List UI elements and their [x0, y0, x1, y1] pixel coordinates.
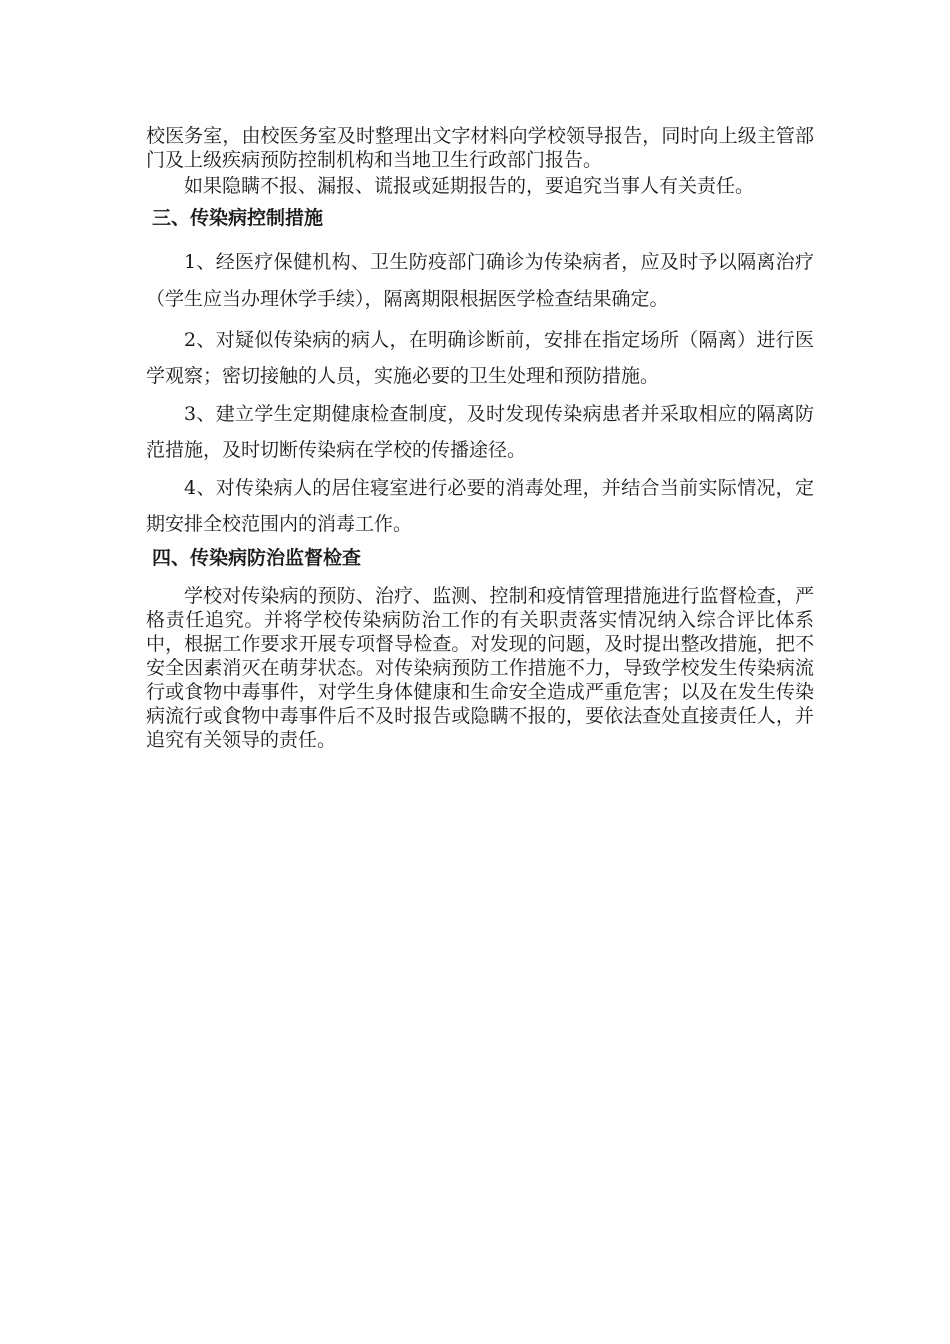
document-body — [146, 124, 814, 752]
measure-item-2: 2、对疑似传染病的病人，在明确诊断前，安排在指定场所（隔离）进行医学观察；密切接触的人员，实施必要的卫生处理和预防措施。 — [146, 329, 814, 387]
measure-item-3: 3、建立学生定期健康检查制度，及时发现传染病患者并采取相应的隔离防范措施，及时切断传染病在学校的传播途径。 — [146, 403, 814, 461]
section-heading-control-measures: 三、传染病控制措施 — [152, 207, 324, 229]
paragraph-report-procedure: 校医务室，由校医务室及时整理出文字材料向学校领导报告，同时向上级主管部门及上级疾病预防控制机构和当地卫生行政部门报告。 — [146, 125, 814, 171]
measure-item-1-text: 1、经医疗保健机构、卫生防疫部门确诊为传染病者，应及时予以隔离治疗（学生应当办理休学手续），隔离期限根据医学检查结果确定。 — [146, 251, 814, 310]
supervision-paragraph: 学校对传染病的预防、治疗、监测、控制和疫情管理措施进行监督检查，严格责任追究。并将学校传染病防治工作的有关职责落实情况纳入综合评比体系中，根据工作要求开展专项督导检查。对发现的问题，及时提出整改措施，把不安全因素消灭在萌芽状态。对传染病预防工作措施不力，导致学校发生传染病流行或食物中毒事件，对学生身体健康和生命安全造成严重危害；以及在发生传染病流行或食物中毒事件后不及时报告或隐瞒不报的，要依法查处直接责任人，并追究有关领导的责任。 — [146, 585, 814, 751]
measure-item-4: 4、对传染病人的居住寝室进行必要的消毒处理，并结合当前实际情况，定期安排全校范围内的消毒工作。 — [146, 477, 814, 535]
paragraph-accountability: 如果隐瞒不报、漏报、谎报或延期报告的，要追究当事人有关责任。 — [184, 175, 755, 197]
measure-item-1 — [146, 244, 814, 318]
section-heading-supervision: 四、传染病防治监督检查 — [152, 547, 362, 569]
